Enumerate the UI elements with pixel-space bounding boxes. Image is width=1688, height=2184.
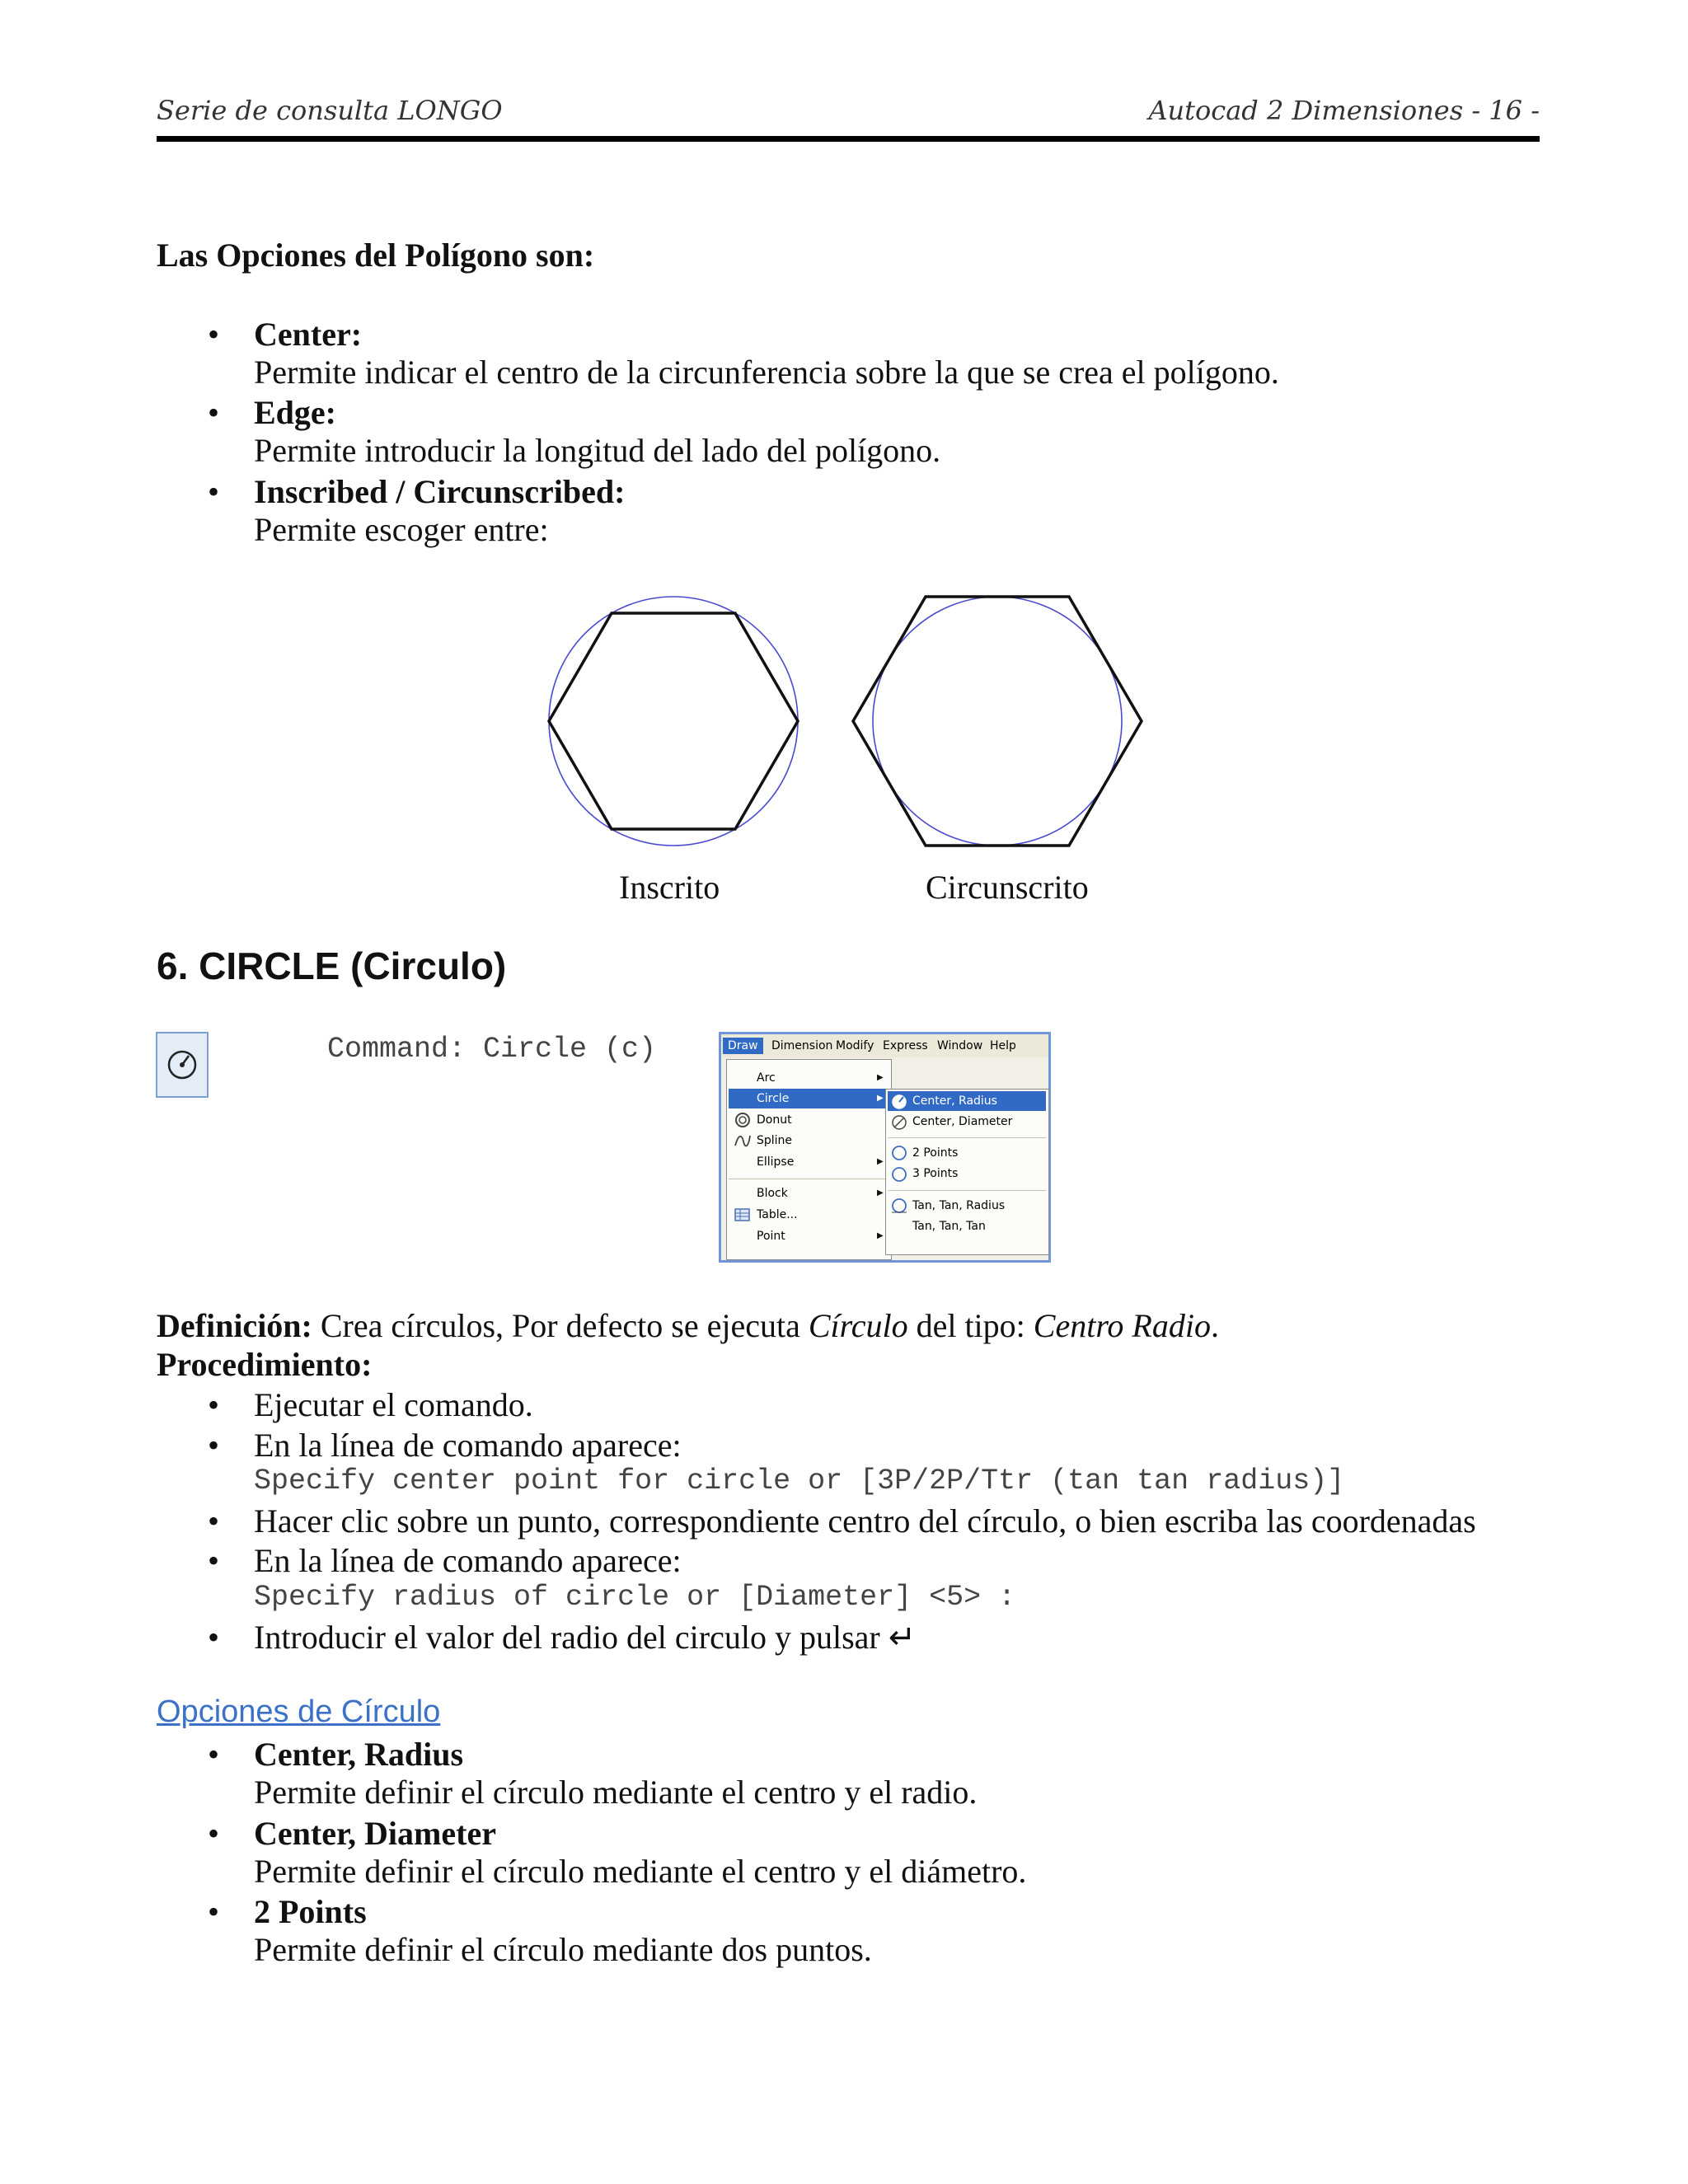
submenu-tan-tan-tan[interactable]: Tan, Tan, Tan [912, 1220, 986, 1233]
header-left: Serie de consulta LONGO [157, 95, 503, 126]
tan-tan-radius-icon [890, 1197, 908, 1215]
menu-draw[interactable]: Draw [723, 1038, 763, 1054]
label-circunscrito: Circunscrito [926, 869, 1089, 906]
menu-modify[interactable]: Modify [836, 1039, 874, 1052]
two-points-icon [890, 1144, 908, 1162]
definition-paragraph [157, 1306, 1219, 1346]
circle-option-term-center-diameter: Center, Diameter [254, 1815, 496, 1852]
center-diameter-icon [890, 1113, 908, 1132]
menu-item-donut[interactable]: Donut [757, 1113, 792, 1127]
bullet: • [208, 1815, 220, 1852]
menu-item-highlight [729, 1089, 889, 1108]
table-icon [734, 1207, 752, 1225]
menu-separator [888, 1190, 1046, 1191]
definition-em-1: Círculo [808, 1307, 908, 1344]
section-heading: 6. CIRCLE (Circulo) [157, 944, 507, 987]
menu-express[interactable]: Express [883, 1039, 928, 1052]
command-text: Command: Circle (c) [327, 1033, 657, 1066]
submenu-tan-tan-radius[interactable]: Tan, Tan, Radius [912, 1199, 1006, 1212]
step-4: En la línea de comando aparece: [254, 1542, 682, 1579]
option-term-edge: Edge: [254, 394, 336, 431]
option-desc-edge: Permite introducir la longitud del lado del polígono. [254, 432, 941, 469]
header-rule [157, 136, 1540, 142]
menu-help[interactable]: Help [990, 1039, 1016, 1052]
menu-item-block[interactable]: Block [757, 1187, 788, 1200]
option-term-center: Center: [254, 316, 363, 353]
definition-text-2: del tipo: [907, 1307, 1034, 1344]
definition-text-1: Crea círculos, Por defecto se ejecuta [312, 1307, 809, 1344]
circle-option-term-2-points: 2 Points [254, 1893, 367, 1930]
circle-option-desc-center-diameter: Permite definir el círculo mediante el centro y el diámetro. [254, 1853, 1027, 1890]
submenu-arrow-icon: ▶ [877, 1231, 884, 1240]
spline-icon [734, 1132, 752, 1151]
submenu-center-diameter[interactable]: Center, Diameter [912, 1115, 1013, 1128]
submenu-arrow-icon: ▶ [877, 1157, 884, 1166]
step-1: Ejecutar el comando. [254, 1386, 533, 1423]
submenu-arrow-icon: ▶ [877, 1073, 884, 1082]
definition-end: . [1210, 1307, 1219, 1344]
circle-submenu [885, 1089, 1049, 1255]
submenu-arrow-icon: ▶ [877, 1188, 884, 1197]
option-term-inscribed: Inscribed / Circunscribed: [254, 473, 626, 510]
step-3: Hacer clic sobre un punto, correspondiente centro del círculo, o bien escriba las coordenadas [254, 1502, 1476, 1540]
bullet: • [208, 316, 220, 353]
submenu-arrow-icon: ▶ [877, 1094, 884, 1103]
circle-icon [157, 1033, 207, 1096]
circle-options-link[interactable]: Opciones de Círculo [157, 1694, 441, 1729]
polygon-options-title: Las Opciones del Polígono son: [157, 237, 595, 274]
menu-window[interactable]: Window [937, 1039, 983, 1052]
option-desc-inscribed: Permite escoger entre: [254, 511, 549, 548]
circle-option-term-center-radius: Center, Radius [254, 1736, 464, 1773]
submenu-center-radius[interactable]: Center, Radius [912, 1094, 997, 1108]
menu-item-spline[interactable]: Spline [757, 1134, 793, 1147]
bullet: • [208, 1386, 220, 1423]
draw-menu-screenshot [719, 1032, 1051, 1263]
step-2-code: Specify center point for circle or [3P/2P/Ttr (tan tan radius)] [254, 1465, 1345, 1497]
bullet: • [208, 1619, 220, 1656]
submenu-3-points[interactable]: 3 Points [912, 1167, 959, 1180]
step-4-code: Specify radius of circle or [Diameter] <5> : [254, 1581, 1016, 1614]
menu-item-arc[interactable]: Arc [757, 1071, 776, 1085]
bullet: • [208, 1736, 220, 1773]
menu-item-circle[interactable]: Circle [757, 1092, 790, 1105]
bullet: • [208, 1542, 220, 1579]
center-radius-icon [890, 1093, 908, 1111]
submenu-2-points[interactable]: 2 Points [912, 1146, 959, 1160]
step-5: Introducir el valor del radio del circulo y pulsar ↵ [254, 1619, 917, 1656]
draw-dropdown [726, 1059, 892, 1260]
donut-icon [734, 1111, 752, 1129]
definition-label: Definición: [157, 1307, 312, 1344]
menu-item-table[interactable]: Table... [757, 1208, 798, 1221]
menu-bar [721, 1034, 1048, 1057]
bullet: • [208, 1893, 220, 1930]
option-desc-center: Permite indicar el centro de la circunferencia sobre la que se crea el polígono. [254, 354, 1279, 391]
menu-dimension[interactable]: Dimension [771, 1039, 833, 1052]
step-2: En la línea de comando aparece: [254, 1427, 682, 1464]
procedure-label: Procedimiento: [157, 1346, 373, 1383]
polygon-figures [528, 577, 1154, 857]
menu-separator [888, 1137, 1046, 1138]
label-inscrito: Inscrito [619, 869, 720, 906]
header-right: Autocad 2 Dimensiones - 16 - [1148, 95, 1540, 126]
bullet: • [208, 473, 220, 510]
menu-item-point[interactable]: Point [757, 1230, 785, 1243]
bullet: • [208, 394, 220, 431]
definition-em-2: Centro Radio [1033, 1307, 1211, 1344]
circle-tool-button[interactable] [156, 1032, 209, 1098]
inscribed-figure [549, 597, 798, 846]
three-points-icon [890, 1165, 908, 1183]
circumscribed-figure [853, 597, 1142, 846]
circle-option-desc-2-points: Permite definir el círculo mediante dos puntos. [254, 1931, 872, 1968]
circle-option-desc-center-radius: Permite definir el círculo mediante el centro y el radio. [254, 1774, 978, 1811]
menu-item-ellipse[interactable]: Ellipse [757, 1155, 795, 1169]
bullet: • [208, 1427, 220, 1464]
bullet: • [208, 1502, 220, 1540]
